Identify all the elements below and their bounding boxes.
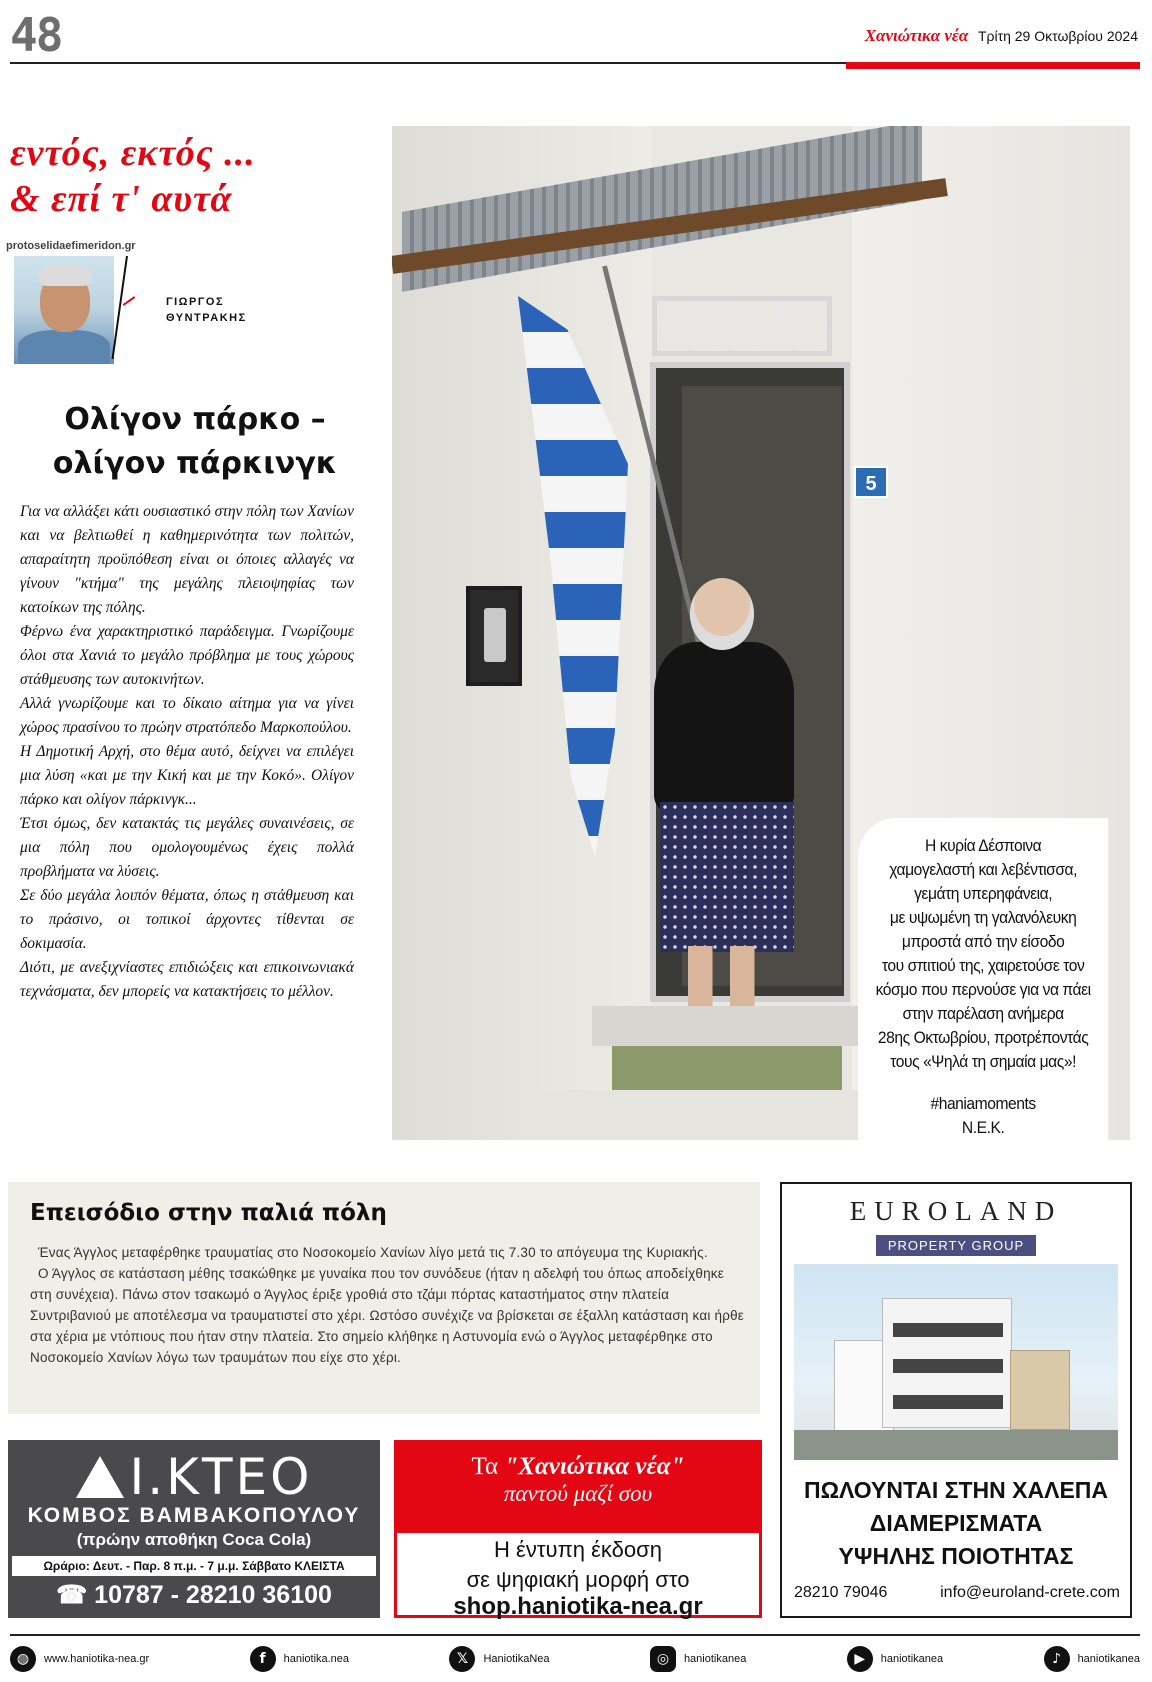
- caption-line: του σπιτιού της, χαιρετούσε τον: [881, 956, 1085, 975]
- shop-ad-line1: [397, 1453, 759, 1481]
- footer-youtube[interactable]: [847, 1646, 943, 1672]
- news-brief: [8, 1182, 760, 1414]
- caption-line: στην παρέλαση ανήμερα: [902, 1004, 1064, 1023]
- euroland-phone[interactable]: 28210 79046: [794, 1584, 888, 1601]
- column-title-line2: & επί τ' αυτά: [10, 178, 233, 220]
- article-paragraph: Η Δημοτική Αρχή, στο θέμα αυτό, δείχνει να επιλέγει μια λύση «και με την Κική και με την Κοκό». Ολίγον πάρκο και ολίγον πάρκινγκ...: [20, 743, 354, 808]
- author-first-name: ΓΙΩΡΓΟΣ: [166, 296, 225, 308]
- source-watermark: protoselidaefimeridon.gr: [6, 240, 136, 252]
- shop-ad-brand: "Χανιώτικα νέα": [504, 1453, 685, 1480]
- author-portrait: [14, 256, 114, 364]
- footer-label: haniotikanea: [880, 1653, 944, 1665]
- shop-ad-prefix: Τα: [471, 1453, 505, 1480]
- electricity-meter: [466, 586, 522, 686]
- caption-line: γεμάτη υπερηφάνεια,: [914, 884, 1053, 903]
- x-icon: 𝕏: [449, 1646, 475, 1672]
- caption-line: κόσμο που περνούσε για να πάει: [875, 980, 1091, 999]
- article-paragraph: Σε δύο μεγάλα λοιπόν θέματα, όπως η στάθμευση και το πράσινο, οι τοπικοί άρχοντες τίθενται σε δοκιμασία.: [20, 887, 354, 952]
- caption-line: χαμογελαστή και λεβέντισσα,: [889, 860, 1078, 879]
- house-number-plate: 5: [854, 466, 888, 498]
- footer-instagram[interactable]: [650, 1646, 746, 1672]
- caption-line: 28ης Οκτωβρίου, προτρέποντάς: [877, 1028, 1089, 1047]
- footer-label: www.haniotika-nea.gr: [44, 1653, 150, 1665]
- euroland-ad[interactable]: [780, 1182, 1132, 1618]
- article-paragraph: Για να αλλάξει κάτι ουσιαστικό στην πόλη των Χανίων και να βελτιωθεί η καθημερινότητα των πολιτών, απαραίτητη προϋπόθεση είναι οι όποιες αλλαγές να γίνουν "κτήμα" της μεγάλης πλειοψηφίας των κατοίκων της πόλης.: [20, 503, 354, 616]
- kteo-logo: [8, 1448, 380, 1506]
- article-body: [20, 500, 354, 1004]
- facebook-icon: f: [250, 1646, 276, 1672]
- column-title: [10, 130, 380, 222]
- footer-social-bar: [10, 1644, 1140, 1674]
- kteo-hours: Ωράριο: Δευτ. - Παρ. 8 π.μ. - 7 μ.μ. Σάββατο ΚΛΕΙΣΤΑ: [12, 1556, 376, 1576]
- portrait-accent: [123, 296, 136, 306]
- article-paragraph: Φέρνω ένα χαρακτηριστικό παράδειγμα. Γνωρίζουμε όλοι στα Χανιά το μεγάλο πρόβλημα με τους χώρους στάθμευσης των αυτοκινήτων.: [20, 623, 354, 688]
- brand-name: Χανιώτικα νέα: [864, 26, 969, 45]
- footer-website[interactable]: [10, 1646, 149, 1672]
- caption-line: μπροστά από την είσοδο: [901, 932, 1065, 951]
- instagram-icon: ◎: [650, 1646, 676, 1672]
- news-paragraph: Ένας Άγγλος μεταφέρθηκε τραυματίας στο Νοσοκομείο Χανίων λίγο μετά τις 7.30 το απόγευμα της Κυριακής.: [38, 1245, 708, 1260]
- author-last-name: ΘΥΝΤΡΑΚΗΣ: [166, 312, 247, 324]
- column-title-line1: εντός, εκτός ...: [10, 132, 256, 174]
- news-title: Επεισόδιο στην παλιά πόλη: [30, 1200, 387, 1226]
- photo-caption: [858, 818, 1108, 1150]
- tiktok-icon: ♪: [1044, 1646, 1070, 1672]
- article-paragraph: Έτσι όμως, δεν κατακτάς τις μεγάλες συναινέσεις, σε μια πόλη που ομολογουμένως έχεις πολλά προβλήματα να λύσεις.: [20, 815, 354, 880]
- news-paragraph: Ο Άγγλος σε κατάσταση μέθης τσακώθηκε με γυναίκα που τον συνόδευε (ήταν η αδελφή του όπως αποδείχθηκε στη συνέχεια). Πάνω στον τσακωμό ο Άγγλος έριξε γροθιά στο τζάμι πόρτας καταστήματος στην πλατεία Συντριβανιού με αποτέλεσμα να τραυματιστεί στο χέρι. Ωστόσο συνέχιζε να βρίσκεται σε έξαλλη κατάσταση και ήρθε στα χέρια με ντόπιους που ήταν στην πλατεία. Στο σημείο κλήθηκε η Αστυνομία ενώ ο Άγγλος μεταφέρθηκε στο Νοσοκομείο Χανίων λόγω των τραυμάτων που είχε στο χέρι.: [30, 1266, 745, 1365]
- shop-ad-slogan: παντού μαζί σου: [503, 1481, 653, 1506]
- shop-ad-line3a: Η έντυπη έκδοση: [494, 1537, 662, 1562]
- footer-label: haniotikanea: [1077, 1653, 1140, 1665]
- footer-rule: [10, 1634, 1140, 1636]
- sale-line: ΠΩΛΟΥΝΤΑΙ ΣΤΗΝ ΧΑΛΕΠΑ: [803, 1477, 1109, 1503]
- footer-label: HaniotikaNea: [483, 1653, 550, 1665]
- footer-facebook[interactable]: [250, 1646, 349, 1672]
- author-name: [166, 294, 247, 326]
- door-grill: [652, 296, 832, 356]
- shop-ad-line3b: σε ψηφιακή μορφή στο: [466, 1567, 690, 1592]
- euroland-sale-text: [782, 1474, 1130, 1573]
- headline-line1: Ολίγον πάρκο –: [64, 402, 326, 437]
- euroland-contact: [794, 1584, 1120, 1602]
- youtube-icon: ▶: [847, 1646, 873, 1672]
- footer-label: haniotikanea: [683, 1653, 747, 1665]
- shop-url-link[interactable]: shop.haniotika-nea.gr: [453, 1593, 703, 1620]
- header-accent-bar: [846, 62, 1140, 69]
- footer-x[interactable]: [449, 1646, 549, 1672]
- caption-line: Η κυρία Δέσποινα: [925, 836, 1042, 855]
- sale-line: ΔΙΑΜΕΡΙΣΜΑΤΑ: [869, 1510, 1043, 1536]
- kteo-former-site: (πρώην αποθήκη Coca Cola): [76, 1530, 312, 1549]
- article-paragraph: Διότι, με ανεξιχνίαστες επιδιώξεις και επικοινωνιακά τεχνάσματα, δεν μπορείς να κατακτήσεις το μέλλον.: [20, 959, 354, 1000]
- caption-hashtag: #haniamoments: [930, 1094, 1036, 1113]
- kteo-location: ΚΟΜΒΟΣ ΒΑΜΒΑΚΟΠΟΥΛΟΥ: [27, 1504, 361, 1527]
- warning-triangle-icon: [76, 1456, 124, 1498]
- article-paragraph: Αλλά γνωρίζουμε και το δίκαιο αίτημα για να γίνει χώρος πρασίνου το πρώην στρατόπεδο Μαρκοπούλου.: [20, 695, 354, 736]
- euroland-logo: EUROLAND: [849, 1196, 1063, 1226]
- footer-label: haniotika.nea: [283, 1653, 350, 1665]
- kteo-name: Ι.ΚΤΕΟ: [129, 1448, 313, 1506]
- article-headline: [10, 398, 380, 486]
- kteo-phone[interactable]: ☎ 10787 - 28210 36100: [56, 1581, 332, 1609]
- kteo-ad[interactable]: [8, 1440, 380, 1618]
- headline-line2: ολίγον πάρκινγκ: [52, 446, 338, 481]
- digital-edition-ad[interactable]: [394, 1440, 762, 1618]
- sale-line: ΥΨΗΛΗΣ ΠΟΙΟΤΗΤΑΣ: [838, 1543, 1074, 1569]
- caption-line: με υψωμένη τη γαλανόλευκη: [889, 908, 1077, 927]
- euroland-tagline: PROPERTY GROUP: [876, 1235, 1036, 1256]
- masthead: [865, 26, 1138, 46]
- page-number: 48: [10, 8, 62, 62]
- footer-tiktok[interactable]: [1044, 1646, 1140, 1672]
- caption-line: τους «Ψηλά τη σημαία μας»!: [890, 1052, 1076, 1071]
- euroland-email[interactable]: info@euroland-crete.com: [940, 1584, 1120, 1601]
- globe-icon: ◍: [10, 1646, 36, 1672]
- caption-credit: Ν.Ε.Κ.: [961, 1118, 1005, 1137]
- issue-date: Τρίτη 29 Οκτωβρίου 2024: [977, 28, 1138, 44]
- portrait-divider: [112, 256, 128, 359]
- building-render: [794, 1264, 1118, 1460]
- woman-figure: [654, 642, 794, 812]
